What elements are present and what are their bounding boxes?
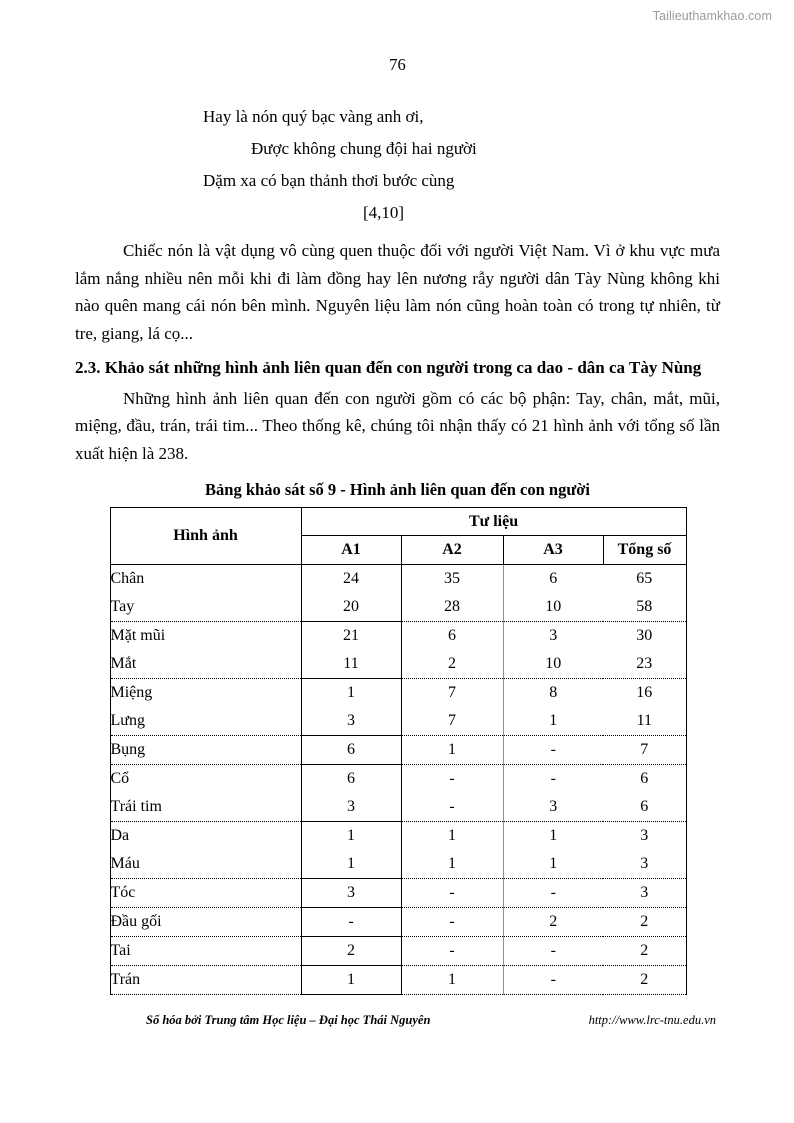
cell-total: 16 — [603, 679, 686, 708]
header-cell-total: Tổng số — [603, 536, 686, 565]
cell-a3: - — [503, 966, 603, 995]
survey-table-wrapper — [110, 507, 686, 995]
cell-a3: 1 — [503, 707, 603, 736]
body-paragraph-2: Những hình ảnh liên quan đến con người gồm có các bộ phận: Tay, chân, mắt, mũi, miệng, đầu, trán, trái tim... Theo thống kê, chúng tôi nhận thấy có 21 hình ảnh với tổng số lần xuất hiện là 238. — [75, 388, 720, 463]
cell-a1: 24 — [301, 565, 401, 594]
cell-a1: - — [301, 908, 401, 937]
cell-total: 30 — [603, 622, 686, 651]
cell-total: 2 — [603, 966, 686, 995]
cell-a1: 6 — [301, 765, 401, 794]
cell-total: 58 — [603, 593, 686, 622]
page-number: 76 — [389, 55, 406, 74]
table-row — [110, 879, 686, 908]
cell-image-label: Mắt — [110, 650, 301, 679]
cell-a2: - — [449, 770, 455, 788]
cell-a2: - — [401, 793, 503, 822]
page-content — [75, 56, 720, 995]
footer-right-url: http://www.lrc-tnu.edu.vn — [588, 1013, 716, 1027]
cell-total: 3 — [603, 850, 686, 879]
cell-a2: 28 — [401, 593, 503, 622]
cell-image-label: Mặt mũi — [110, 622, 301, 651]
table-row — [110, 793, 686, 822]
cell-a1: 1 — [301, 822, 401, 851]
cell-a3: 10 — [503, 650, 603, 679]
section-heading: 2.3. Khảo sát những hình ảnh liên quan đến con người trong ca dao - dân ca Tày Nùng — [75, 358, 702, 378]
table-body — [110, 565, 686, 995]
cell-a2: 1 — [401, 850, 503, 879]
table-caption: Bảng khảo sát số 9 - Hình ảnh liên quan đến con người — [205, 480, 590, 500]
cell-a2: 6 — [448, 627, 456, 645]
cell-a2: - — [401, 937, 503, 966]
cell-image-label: Chân — [110, 565, 301, 594]
cell-a2: 2 — [401, 650, 503, 679]
body-paragraph-1: Chiếc nón là vật dụng vô cùng quen thuộc đối với người Việt Nam. Vì ở khu vực mưa lắm nắng nhiều nên mỗi khi đi làm đồng hay lên nương rẫy người dân Tày Nùng không khi nào quên mang cái nón bên mình. Nguyên liệu làm nón cũng hoàn toàn có trong tự nhiên, từ tre, giang, lá cọ... — [75, 241, 720, 343]
cell-a1: 11 — [301, 650, 401, 679]
cell-a3: - — [503, 736, 603, 765]
cell-total: 2 — [603, 937, 686, 966]
cell-image-label: Tóc — [110, 879, 301, 908]
cell-total: 7 — [603, 736, 686, 765]
table-row — [110, 966, 686, 995]
cell-a2: 1 — [401, 966, 503, 995]
poem-line: Hay là nón quý bạc vàng anh ơi, — [203, 107, 424, 127]
cell-a1: 21 — [301, 622, 401, 651]
cell-image-label: Trán — [110, 966, 301, 995]
cell-total: 3 — [603, 879, 686, 908]
cell-a3: 2 — [503, 908, 603, 937]
cell-image-label: Bụng — [110, 736, 301, 765]
table-head — [110, 508, 686, 565]
cell-image-label: Cổ — [110, 765, 301, 794]
cell-total: 23 — [603, 650, 686, 679]
cell-a3: 1 — [503, 822, 603, 851]
cell-a2: 1 — [448, 827, 456, 845]
table-row — [110, 565, 686, 594]
cell-image-label: Lưng — [110, 707, 301, 736]
cell-a1: 2 — [301, 937, 401, 966]
footer-left-text: Số hóa bởi Trung tâm Học liệu – Đại học Thái Nguyên — [146, 1013, 431, 1027]
cell-total: 2 — [603, 908, 686, 937]
cell-a1: 20 — [301, 593, 401, 622]
table-row — [110, 679, 686, 708]
cell-a3: 6 — [503, 565, 603, 594]
cell-a1: 1 — [301, 850, 401, 879]
cell-total: 6 — [603, 765, 686, 794]
cell-image-label: Tai — [110, 937, 301, 966]
cell-a3: - — [503, 765, 603, 794]
cell-a1: 3 — [301, 707, 401, 736]
cell-image-label: Trái tim — [110, 793, 301, 822]
table-header-row-1 — [110, 508, 686, 536]
table-row — [110, 707, 686, 736]
cell-a1: 6 — [301, 736, 401, 765]
table-row — [110, 650, 686, 679]
cell-a1: 1 — [301, 966, 401, 995]
cell-total: 3 — [603, 822, 686, 851]
cell-a2: 7 — [401, 707, 503, 736]
cell-total: 6 — [603, 793, 686, 822]
cell-image-label: Máu — [110, 850, 301, 879]
cell-image-label: Da — [110, 822, 301, 851]
poem-citation: [4,10] — [363, 203, 405, 223]
header-cell-source-group: Tư liệu — [301, 508, 686, 536]
cell-a3: - — [503, 937, 603, 966]
table-row — [110, 765, 686, 794]
cell-a2: - — [401, 879, 503, 908]
cell-image-label: Miệng — [110, 679, 301, 708]
page-footer — [146, 1013, 716, 1028]
cell-a3: 10 — [503, 593, 603, 622]
cell-a3: - — [503, 879, 603, 908]
cell-a1: 3 — [301, 793, 401, 822]
cell-a2: - — [401, 908, 503, 937]
cell-total: 65 — [603, 565, 686, 594]
table-row — [110, 736, 686, 765]
poem-line: Được không chung đội hai người — [251, 139, 477, 159]
table-row — [110, 593, 686, 622]
cell-total: 11 — [603, 707, 686, 736]
cell-a3: 3 — [503, 622, 603, 651]
table-row — [110, 937, 686, 966]
cell-a3: 8 — [503, 679, 603, 708]
poem-block — [75, 108, 720, 221]
survey-table — [110, 507, 687, 995]
table-row — [110, 850, 686, 879]
cell-a3: 1 — [503, 850, 603, 879]
cell-a2: 35 — [444, 570, 460, 588]
header-cell-a2: A2 — [401, 536, 503, 565]
table-row — [110, 908, 686, 937]
cell-image-label: Tay — [110, 593, 301, 622]
cell-image-label: Đầu gối — [110, 908, 301, 937]
cell-a2: 1 — [401, 736, 503, 765]
table-row — [110, 822, 686, 851]
cell-a1: 1 — [301, 679, 401, 708]
poem-line: Dặm xa có bạn thảnh thơi bước cùng — [203, 171, 455, 191]
table-row — [110, 622, 686, 651]
header-cell-a3: A3 — [503, 536, 603, 565]
cell-a1: 3 — [301, 879, 401, 908]
header-cell-image: Hình ảnh — [110, 508, 301, 565]
header-cell-a1: A1 — [301, 536, 401, 565]
cell-a3: 3 — [503, 793, 603, 822]
watermark-text: Tailieuthamkhao.com — [652, 9, 772, 23]
cell-a2: 7 — [448, 684, 456, 702]
